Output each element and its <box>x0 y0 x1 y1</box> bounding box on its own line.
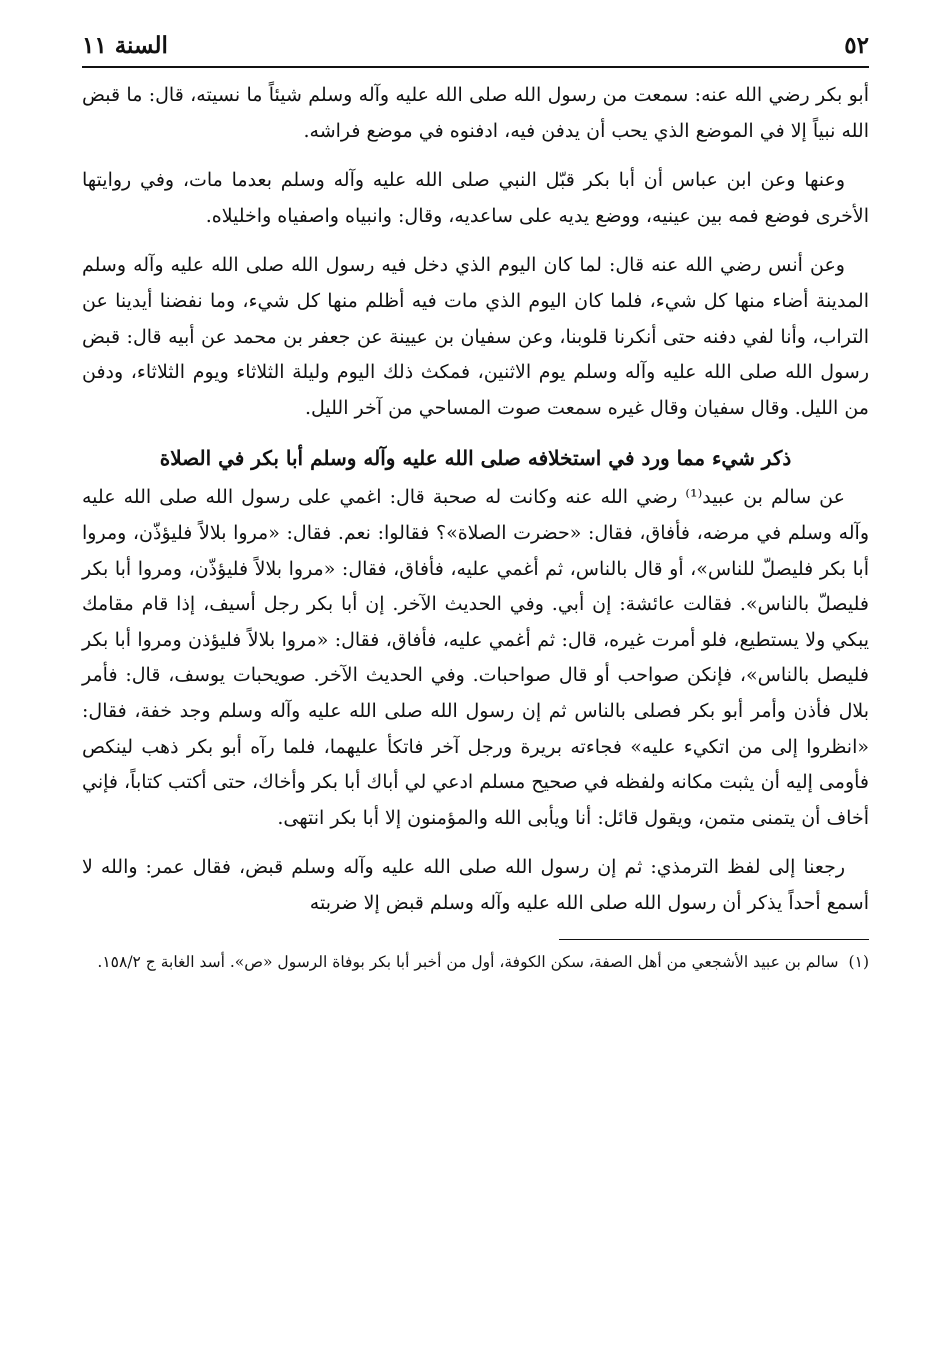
footnote-rule <box>559 939 869 940</box>
footnote <box>82 948 869 976</box>
running-header <box>82 26 869 62</box>
paragraph-ibn-abbas: وعنها وعن ابن عباس أن أبا بكر قبّل النبي صلى الله عليه وآله وسلم بعدما مات، وفي روايتها الأخرى فوضع فمه بين عينيه، ووضع يديه على ساعديه، وقال: وانبياه واصفياه واخليلاه. <box>82 169 869 227</box>
paragraph-salim-bin-ubaid: عن سالم بن عبيد⁽¹⁾ رضي الله عنه وكانت له صحبة قال: اغمي على رسول الله صلى الله عليه وآله وسلم في مرضه، فأفاق، فقال: «حضرت الصلاة»؟ فقالوا: نعم. فقال: «مروا بلالاً فليؤذّن، ومروا أبا بكر فليصلّ للناس»، أو قال بالناس، ثم أغمي عليه، فأفاق، فقال: «مروا بلالاً فليؤذّن، ومروا أبا بكر فليصلّ بالناس». فقالت عائشة: إن أبي. وفي الحديث الآخر. إن أبا بكر رجل أسيف، إذا قام مقامك يبكي ولا يستطيع، فلو أمرت غيره، قال: ثم أغمي عليه، فأفاق، فقال: «مروا بلالاً فليؤذن ومروا أبا بكر فليصل بالناس»، فإنكن صواحب أو قال صواحبات. وفي الحديث الآخر. صويحبات يوسف، قال: فأمر بلال فأذن وأمر أبو بكر فصلى بالناس ثم إن رسول الله صلى الله عليه وآله وسلم وجد خفة، فقال: «انظروا إلى من اتكيء عليه» فجاءته بريرة ورجل آخر فاتكأ عليهما، فلما رآه أبو بكر ذهب لينكص فأومى إليه أن يثبت مكانه ولفظه في صحيح مسلم ادعي لي أباك أبا بكر وأخاك، حتى أكتب كتاباً، فإني أخاف أن يتمنى متمن، ويقول قائل: أنا ويأبى الله والمؤمنون إلا أبا بكر انتهى. <box>82 486 869 829</box>
header-rule <box>82 66 869 68</box>
paragraph-anas: وعن أنس رضي الله عنه قال: لما كان اليوم الذي دخل فيه رسول الله صلى الله عليه وآله وسلم المدينة أضاء منها كل شيء، فلما كان اليوم الذي مات فيه أظلم منها كل شيء، وما نفضنا أيدينا عن التراب، وأنا لفي دفنه حتى أنكرنا قلوبنا، وعن سفيان بن عيينة عن جعفر بن محمد عن أبيه قال: قبض رسول الله صلى الله عليه وآله وسلم يوم الاثنين، فمكث ذلك اليوم وليلة الثلاثاء ويوم الثلاثاء، ودفن من الليل. وقال سفيان وقال غيره سمعت صوت المساحي من آخر الليل. <box>82 254 869 419</box>
year-label: السنة ١١ <box>82 32 168 59</box>
book-page <box>82 26 869 1346</box>
section-heading: ذكر شيء مما ورد في استخلافه صلى الله عليه وآله وسلم أبا بكر في الصلاة <box>159 446 792 471</box>
footnote-marker: (١) <box>848 953 869 972</box>
page-number: ٥٢ <box>844 32 869 59</box>
paragraph-abu-bakr-quote: أبو بكر رضي الله عنه: سمعت من رسول الله صلى الله عليه وآله وسلم شيئاً ما نسيته، قال: ما قبض الله نبياً إلا في الموضع الذي يحب أن يدفن فيه، ادفنوه في موضع فراشه. <box>82 84 869 142</box>
main-text <box>82 78 869 921</box>
footnote-text: سالم بن عبيد الأشجعي من أهل الصفة، سكن الكوفة، أول من أخبر أبا بكر بوفاة الرسول «ص». أسد الغابة ج ١٥٨/٢. <box>97 953 839 972</box>
paragraph-tirmidhi: رجعنا إلى لفظ الترمذي: ثم إن رسول الله صلى الله عليه وآله وسلم قبض، فقال عمر: والله لا أسمع أحداً يذكر أن رسول الله صلى الله عليه وآله وسلم قبض إلا ضربته <box>82 856 869 914</box>
